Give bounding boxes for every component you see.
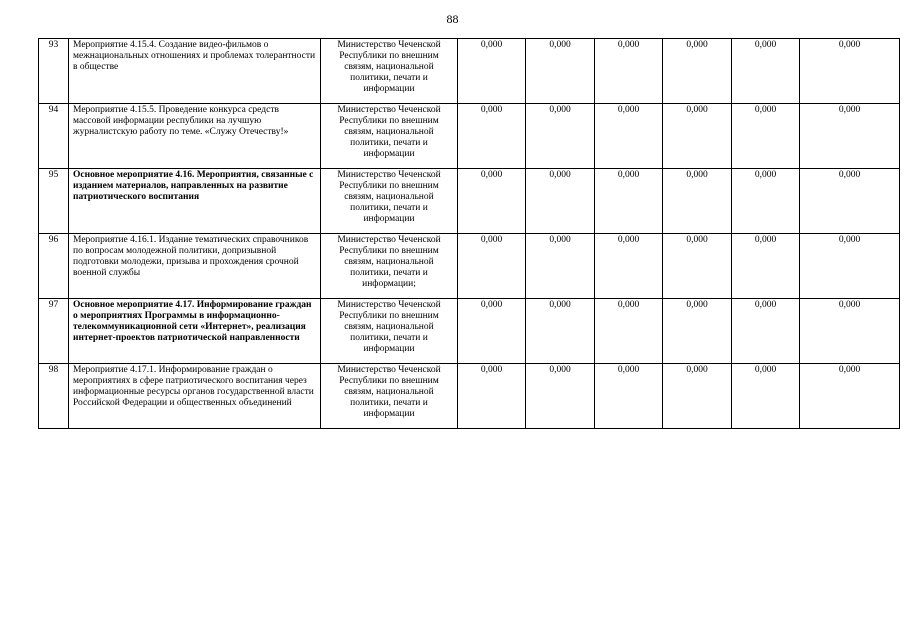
value-cell: 0,000: [800, 39, 900, 104]
table-row: [39, 299, 900, 364]
value-cell: 0,000: [526, 299, 595, 364]
value-cell: 0,000: [800, 364, 900, 429]
value-cell: 0,000: [800, 234, 900, 299]
table-row: [39, 104, 900, 169]
value-cell: 0,000: [595, 104, 663, 169]
row-number: 97: [39, 299, 69, 364]
executor: Министерство Чеченской Республики по внешним связям, национальной политики, печати и информации: [321, 39, 458, 104]
value-cell: 0,000: [526, 169, 595, 234]
event-name: Основное мероприятие 4.16. Мероприятия, связанные с изданием материалов, направленных на развитие патриотического воспитания: [69, 169, 321, 234]
value-cell: 0,000: [732, 364, 800, 429]
value-cell: 0,000: [800, 104, 900, 169]
value-cell: 0,000: [458, 299, 526, 364]
value-cell: 0,000: [663, 234, 732, 299]
executor: Министерство Чеченской Республики по внешним связям, национальной политики, печати и информации;: [321, 234, 458, 299]
value-cell: 0,000: [663, 299, 732, 364]
value-cell: 0,000: [732, 169, 800, 234]
table-row: [39, 169, 900, 234]
value-cell: 0,000: [732, 39, 800, 104]
value-cell: 0,000: [732, 299, 800, 364]
value-cell: 0,000: [595, 299, 663, 364]
event-name: Мероприятие 4.17.1. Информирование граждан о мероприятиях в сфере патриотического воспитания через информационные ресурсы органов государственной власти Российской Федерации и общественных объединений: [69, 364, 321, 429]
row-number: 98: [39, 364, 69, 429]
value-cell: 0,000: [732, 234, 800, 299]
event-name: Мероприятие 4.15.5. Проведение конкурса средств массовой информации республики на лучшую журналистскую работу по теме. «Служу Отечеству!»: [69, 104, 321, 169]
value-cell: 0,000: [595, 169, 663, 234]
table-row: [39, 39, 900, 104]
value-cell: 0,000: [595, 39, 663, 104]
value-cell: 0,000: [595, 364, 663, 429]
value-cell: 0,000: [458, 104, 526, 169]
value-cell: 0,000: [526, 364, 595, 429]
row-number: 96: [39, 234, 69, 299]
value-cell: 0,000: [800, 299, 900, 364]
value-cell: 0,000: [526, 39, 595, 104]
row-number: 94: [39, 104, 69, 169]
value-cell: 0,000: [732, 104, 800, 169]
value-cell: 0,000: [526, 234, 595, 299]
row-number: 95: [39, 169, 69, 234]
value-cell: 0,000: [663, 364, 732, 429]
value-cell: 0,000: [800, 169, 900, 234]
value-cell: 0,000: [663, 39, 732, 104]
value-cell: 0,000: [458, 234, 526, 299]
value-cell: 0,000: [458, 169, 526, 234]
value-cell: 0,000: [458, 364, 526, 429]
value-cell: 0,000: [458, 39, 526, 104]
table-row: [39, 364, 900, 429]
event-name: Мероприятие 4.15.4. Создание видео-фильмов о межнациональных отношениях и проблемах толерантности в обществе: [69, 39, 321, 104]
value-cell: 0,000: [663, 169, 732, 234]
event-name: Мероприятие 4.16.1. Издание тематических справочников по вопросам молодежной политики, допризывной подготовки молодежи, призыва и прохождения срочной военной службы: [69, 234, 321, 299]
executor: Министерство Чеченской Республики по внешним связям, национальной политики, печати и информации: [321, 364, 458, 429]
executor: Министерство Чеченской Республики по внешним связям, национальной политики, печати и информации: [321, 104, 458, 169]
executor: Министерство Чеченской Республики по внешним связям, национальной политики, печати и информации: [321, 299, 458, 364]
program-events-table: [38, 38, 900, 429]
value-cell: 0,000: [526, 104, 595, 169]
executor: Министерство Чеченской Республики по внешним связям, национальной политики, печати и информации: [321, 169, 458, 234]
value-cell: 0,000: [663, 104, 732, 169]
value-cell: 0,000: [595, 234, 663, 299]
table-row: [39, 234, 900, 299]
page-number: 88: [446, 12, 459, 26]
event-name: Основное мероприятие 4.17. Информирование граждан о мероприятиях Программы в информационно-телекоммуникационной сети «Интернет», реализация интернет-проектов патриотической направленности: [69, 299, 321, 364]
row-number: 93: [39, 39, 69, 104]
